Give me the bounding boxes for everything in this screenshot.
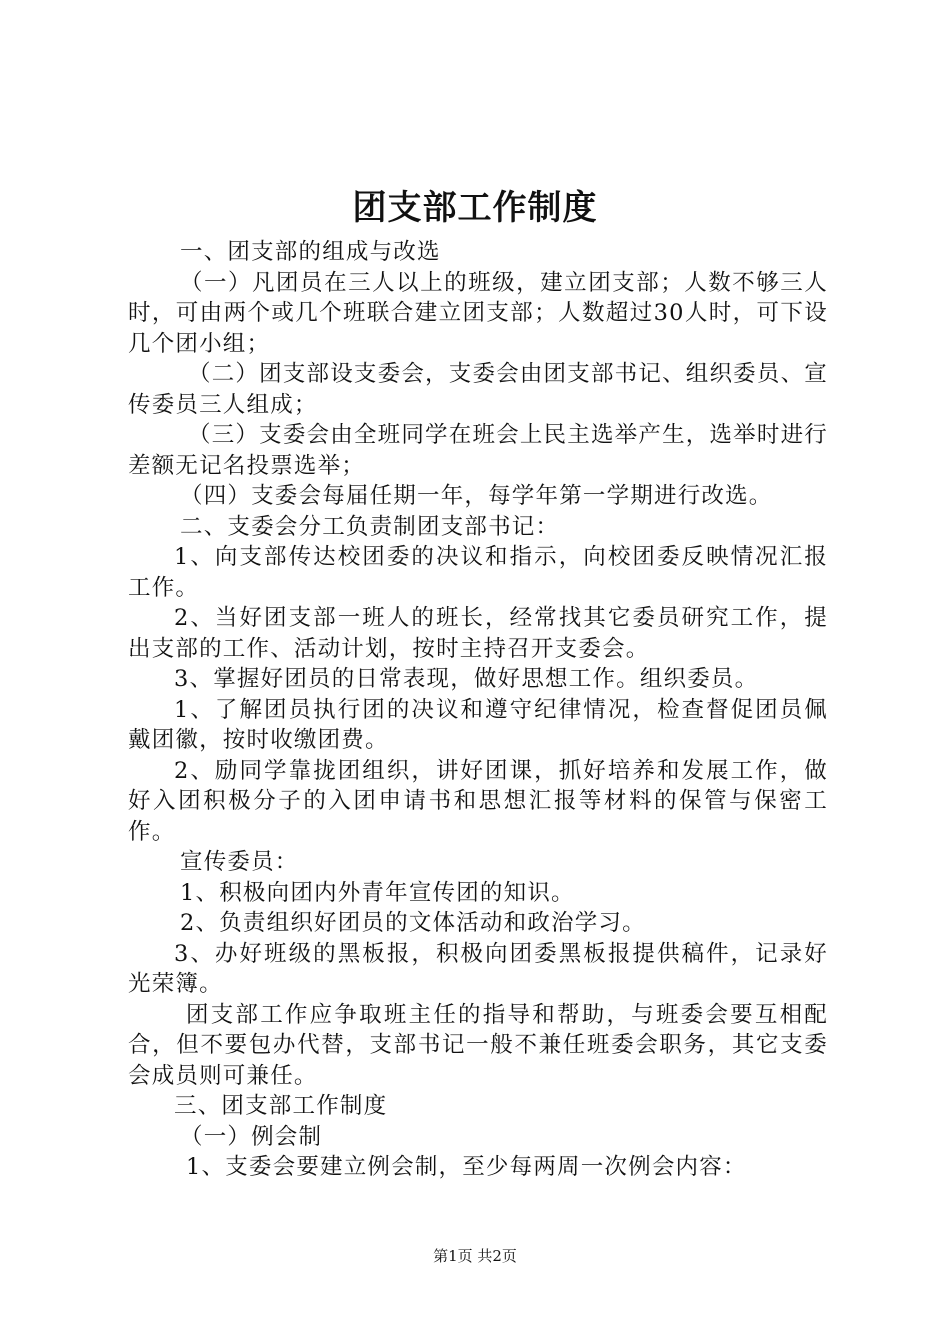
paragraph: （二）团支部设支委会，支委会由团支部书记、组织委员、宣传委员三人组成；: [128, 361, 828, 418]
paragraph: 2、励同学靠拢团组织，讲好团课，抓好培养和发展工作，做好入团积极分子的入团申请书和思想汇报等材料的保管与保密工作。: [128, 757, 828, 845]
subheading: 宣传委员：: [180, 849, 299, 875]
paragraph: 3、掌握好团员的日常表现，做好思想工作。组织委员。: [174, 666, 759, 692]
paragraph: 1、了解团员执行团的决议和遵守纪律情况，检查督促团员佩戴团徽，按时收缴团费。: [128, 696, 828, 753]
section-heading-1: 一、团支部的组成与改选: [180, 239, 441, 265]
paragraph: （三）支委会由全班同学在班会上民主选举产生，选举时进行差额无记名投票选举；: [128, 422, 828, 479]
section-heading-3: 三、团支部工作制度: [174, 1093, 388, 1119]
section-heading-2: 二、支委会分工负责制团支部书记：: [180, 513, 560, 540]
paragraph: 1、支委会要建立例会制，至少每两周一次例会内容：: [186, 1154, 747, 1180]
paragraph: （一）凡团员在三人以上的班级，建立团支部；人数不够三人时，可由两个或几个班联合建立团支部；人数超过30人时，可下设几个团小组；: [128, 269, 828, 357]
paragraph: 2、当好团支部一班人的班长，经常找其它委员研究工作，提出支部的工作、活动计划，按时主持召开支委会。: [128, 605, 828, 662]
paragraph: 2、负责组织好团员的文体活动和政治学习。: [180, 910, 646, 936]
document-body: [128, 237, 828, 1183]
subheading: （一）例会制: [180, 1123, 323, 1150]
paragraph: 团支部工作应争取班主任的指导和帮助，与班委会要互相配合，但不要包办代替，支部书记一般不兼任班委会职务，其它支委会成员则可兼任。: [128, 1001, 828, 1089]
document-title: 团支部工作制度: [352, 188, 598, 228]
page-footer: 第1页 共2页: [433, 1247, 517, 1265]
paragraph: 3、办好班级的黑板报，积极向团委黑板报提供稿件，记录好光荣簿。: [128, 940, 828, 997]
paragraph: 1、向支部传达校团委的决议和指示，向校团委反映情况汇报工作。: [128, 544, 828, 601]
paragraph: 1、积极向团内外青年宣传团的知识。: [180, 879, 575, 906]
paragraph: （四）支委会每届任期一年，每学年第一学期进行改选。: [180, 483, 773, 509]
